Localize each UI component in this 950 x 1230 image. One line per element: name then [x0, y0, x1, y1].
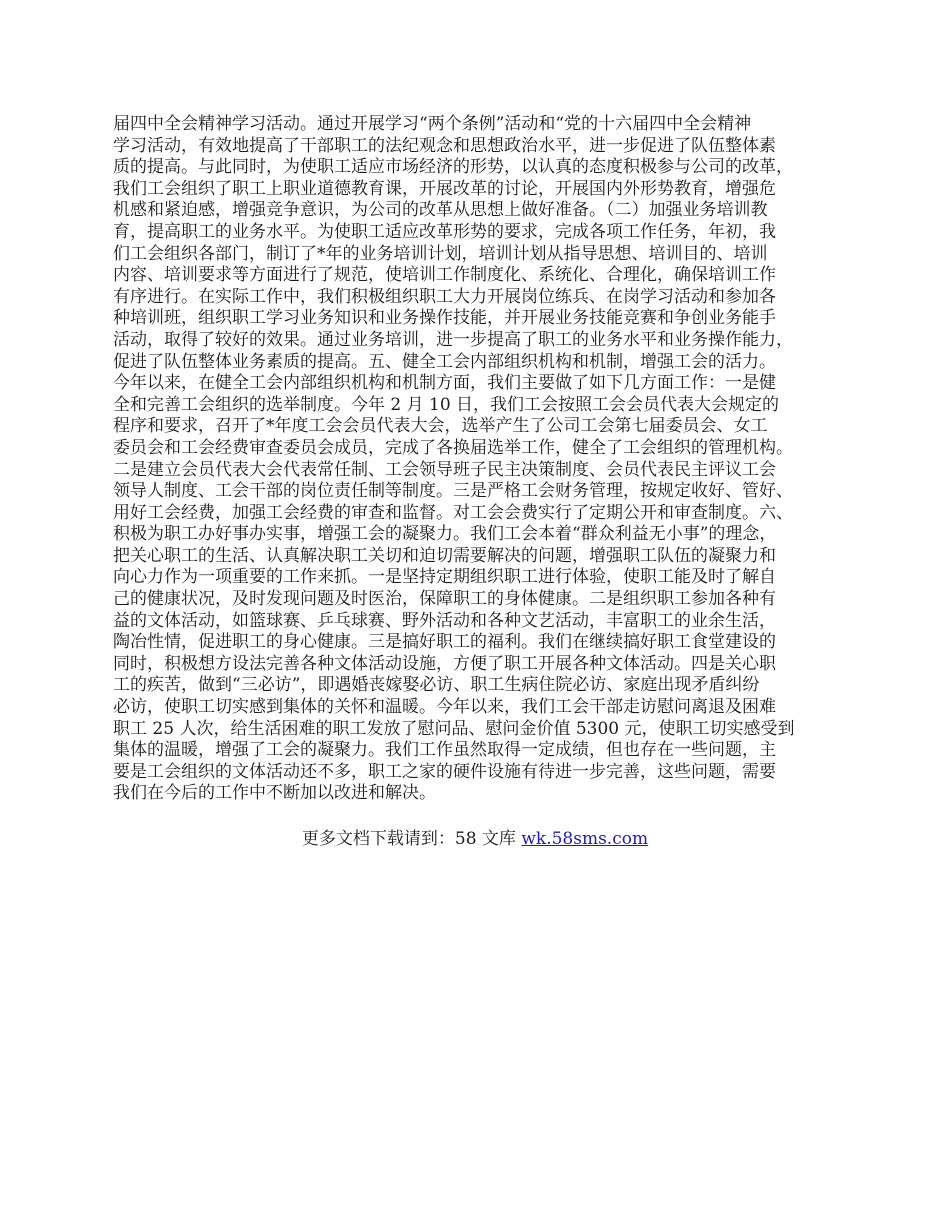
- text-line: 用好工会经费，加强工会经费的审查和监督。对工会会费实行了定期公开和审查制度。六、: [113, 502, 793, 523]
- text-line: 学习活动，有效地提高了干部职工的法纪观念和思想政治水平，进一步促进了队伍整体素: [113, 135, 776, 156]
- footer-link[interactable]: wk.58sms.com: [521, 829, 649, 849]
- text-line: 程序和要求，召开了*年度工会会员代表大会，选举产生了公司工会第七届委员会、女工: [113, 416, 768, 437]
- text-line: 质的提高。与此同时，为使职工适应市场经济的形势，以认真的态度积极参与公司的改革，: [113, 157, 793, 178]
- text-line: 种培训班，组织职工学习业务知识和业务操作技能，并开展业务技能竞赛和争创业务能手: [113, 308, 776, 329]
- text-line: 职工 25 人次，给生活困难的职工发放了慰问品、慰问金价值 5300 元，使职工切实感受到: [113, 718, 795, 739]
- text-line: 集体的温暖，增强了工会的凝聚力。我们工作虽然取得一定成绩，但也存在一些问题，主: [113, 740, 776, 761]
- text-line: 委员会和工会经费审查委员会成员，完成了各换届选举工作，健全了工会组织的管理机构。: [113, 437, 793, 458]
- text-line: 益的文体活动，如篮球赛、乒乓球赛、野外活动和各种文艺活动，丰富职工的业余生活，: [113, 610, 776, 631]
- text-line: 己的健康状况，及时发现问题及时医治，保障职工的身体健康。二是组织职工参加各种有: [113, 589, 776, 610]
- text-line: 有序进行。在实际工作中，我们积极组织职工大力开展岗位练兵、在岗学习活动和参加各: [113, 286, 776, 307]
- text-line: 活动，取得了较好的效果。通过业务培训，进一步提高了职工的业务水平和业务操作能力，: [113, 329, 793, 350]
- body-text: [113, 114, 843, 805]
- text-line: 们工会组织各部门，制订了*年的业务培训计划，培训计划从指导思想、培训目的、培训: [113, 243, 768, 264]
- text-line: 全和完善工会组织的选举制度。今年 2 月 10 日，我们工会按照工会会员代表大会规定的: [113, 394, 780, 415]
- text-line: 届四中全会精神学习活动。通过开展学习“两个条例”活动和“党的十六届四中全会精神: [113, 114, 752, 134]
- text-line: 同时，积极想方设法完善各种文体活动设施，方便了职工开展各种文体活动。四是关心职: [113, 653, 776, 674]
- text-line: 二是建立会员代表大会代表常任制、工会领导班子民主决策制度、会员代表民主评议工会: [113, 459, 776, 480]
- text-line: 促进了队伍整体业务素质的提高。五、健全工会内部组织机构和机制，增强工会的活力。: [113, 351, 776, 372]
- download-footer: [0, 828, 950, 850]
- text-line: 陶冶性情，促进职工的身心健康。三是搞好职工的福利。我们在继续搞好职工食堂建设的: [113, 632, 776, 653]
- text-line: 领导人制度、工会干部的岗位责任制等制度。三是严格工会财务管理，按规定收好、管好、: [113, 481, 793, 502]
- text-line: 内容、培训要求等方面进行了规范，使培训工作制度化、系统化、合理化，确保培训工作: [113, 265, 776, 286]
- text-line: 向心力作为一项重要的工作来抓。一是坚持定期组织职工进行体验，使职工能及时了解自: [113, 567, 776, 588]
- text-line: 工的疾苦，做到“三必访”，即遇婚丧嫁娶必访、职工生病住院必访、家庭出现矛盾纠纷: [113, 675, 760, 696]
- text-line: 积极为职工办好事办实事，增强工会的凝聚力。我们工会本着“群众利益无小事”的理念，: [113, 524, 777, 545]
- text-line: 机感和紧迫感，增强竞争意识，为公司的改革从思想上做好准备。（二）加强业务培训教: [113, 200, 768, 221]
- text-line: 我们工会组织了职工上职业道德教育课，开展改革的讨论，开展国内外形势教育，增强危: [113, 178, 776, 199]
- text-line: 必访，使职工切实感到集体的关怀和温暖。今年以来，我们工会干部走访慰问离退及困难: [113, 697, 776, 718]
- footer-prefix: 更多文档下载请到：58 文库: [301, 829, 522, 849]
- text-line: 把关心职工的生活、认真解决职工关切和迫切需要解决的问题，增强职工队伍的凝聚力和: [113, 545, 776, 566]
- text-line: 育，提高职工的业务水平。为使职工适应改革形势的要求，完成各项工作任务，年初，我: [113, 221, 776, 242]
- text-line: 我们在今后的工作中不断加以改进和解决。: [113, 783, 436, 804]
- text-line: 要是工会组织的文体活动还不多，职工之家的硬件设施有待进一步完善，这些问题，需要: [113, 761, 776, 782]
- text-line: 今年以来，在健全工会内部组织机构和机制方面，我们主要做了如下几方面工作：一是健: [113, 373, 776, 394]
